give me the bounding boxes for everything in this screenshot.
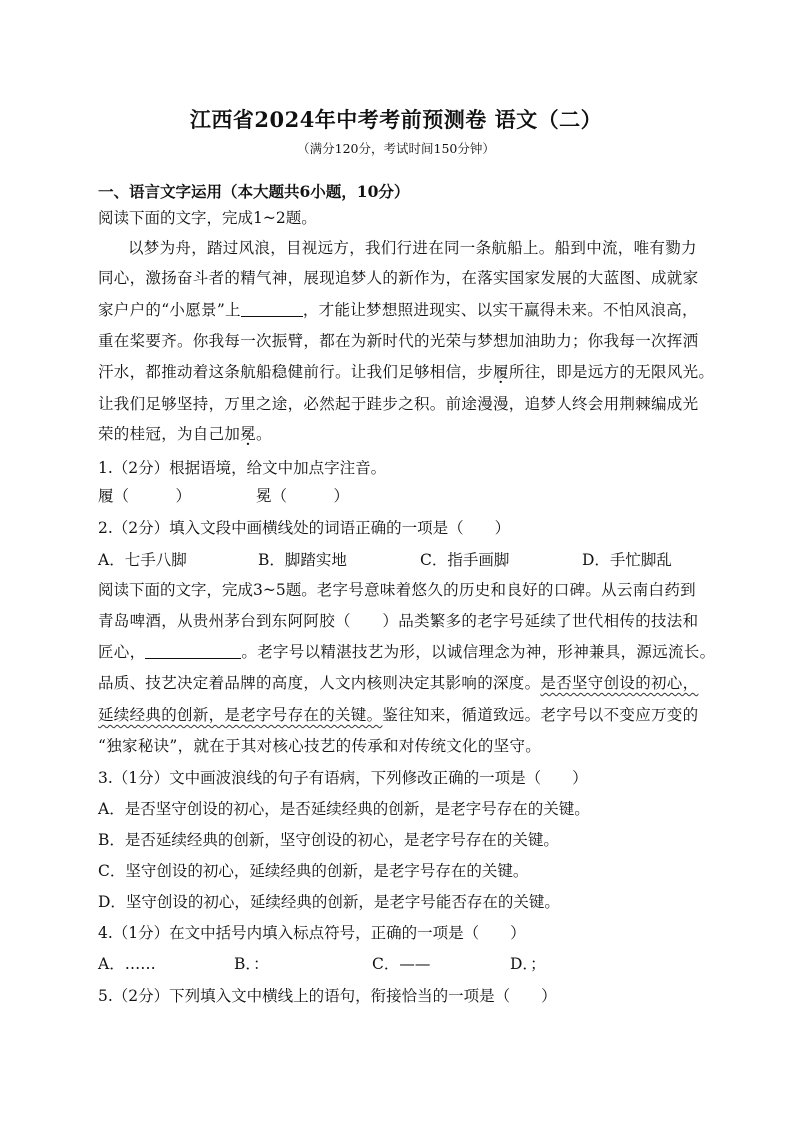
passage2-text: 匠心， xyxy=(98,643,146,661)
passage1-line-4: 重在桨要齐。你我每一次振臂，都在为新时代的光荣与梦想加油助力；你我每一次挥洒 xyxy=(98,332,699,350)
passage1-text: 所往，即是远方的无限风光。 xyxy=(508,363,715,381)
passage1-line-2: 同心，激扬奋斗者的精气神，展现追梦人的新作为，在落实国家发展的大蓝图、成就家 xyxy=(98,269,699,287)
q1-answer-b: 冕（ ） xyxy=(256,487,350,505)
wavy-underlined-sentence: 延续经典的创新，是老字号存在的关键。 xyxy=(98,706,383,724)
passage1-text: 汗水，都推动着这条航船稳健前行。让我们足够相信，步 xyxy=(98,363,494,381)
question-4: 4.（1分）在文中括号内填入标点符号，正确的一项是（ ） xyxy=(98,924,526,942)
section-heading: 一、语言文字运用（本大题共6小题，10分） xyxy=(98,182,410,201)
q2-option-a: A．七手八脚 xyxy=(98,551,187,569)
question-1: 1.（2分）根据语境，给文中加点字注音。 xyxy=(98,459,387,477)
passage1-text: ，才能让梦想照进现实、以实干赢得未来。不怕风浪高， xyxy=(302,301,698,319)
question-5: 5.（2分）下列填入文中横线上的语句，衔接恰当的一项是（ ） xyxy=(98,987,557,1005)
passage1-text: 荣的桂冠，为自己加 xyxy=(98,425,241,443)
passage1-line-5 xyxy=(98,360,715,382)
passage2-line-4 xyxy=(98,671,698,693)
passage2-text: 鉴往知来，循道致远。老字号以不变应万变的 xyxy=(382,706,699,724)
passage2-text: 品质、技艺决定着品牌的高度，人文内核则决定其影响的深度。 xyxy=(98,674,541,692)
fill-blank-line xyxy=(145,657,241,659)
passage2-line-6: “独家秘诀”，就在于其对核心技艺的传承和对传统文化的坚守。 xyxy=(98,737,542,755)
question-2: 2.（2分）填入文段中画横线处的词语正确的一项是（ ） xyxy=(98,519,511,537)
passage1-line-1: 以梦为舟，踏过风浪，目视远方，我们行进在同一条航船上。船到中流，唯有勠力 xyxy=(128,239,697,257)
passage2-line-3 xyxy=(98,640,716,662)
reading-intro-1: 阅读下面的文字，完成1~2题。 xyxy=(98,209,317,227)
reading-intro-2: 阅读下面的文字，完成3~5题。 xyxy=(98,581,317,599)
q2-option-b: B．脚踏实地 xyxy=(258,551,347,569)
q3-option-c: C．坚守创设的初心，延续经典的创新，是老字号存在的关键。 xyxy=(98,862,529,880)
passage2-line-2: 青岛啤酒，从贵州茅台到东阿阿胶（ ）品类繁多的老字号延续了世代相传的技法和 xyxy=(98,612,699,630)
passage1-line-3 xyxy=(98,298,698,320)
wavy-underlined-sentence: 是否坚守创设的初心， xyxy=(540,674,699,692)
passage1-text: 家户户的“小愿景”上 xyxy=(98,301,241,319)
q4-option-d: D．； xyxy=(510,955,546,973)
exam-info: （满分120分，考试时间150分钟） xyxy=(297,141,495,156)
q4-option-b: B．： xyxy=(234,955,269,973)
q2-option-c: C．指手画脚 xyxy=(420,551,510,569)
passage2-line-1 xyxy=(98,578,698,600)
question-3: 3.（1分）文中画波浪线的句子有语病，下列修改正确的一项是（ ） xyxy=(98,769,588,787)
q3-option-a: A．是否坚守创设的初心，是否延续经典的创新，是老字号存在的关键。 xyxy=(98,800,590,818)
dotted-character: 履 xyxy=(493,363,509,381)
passage1-line-6: 让我们足够坚持，万里之途，必然起于跬步之积。前途漫漫，追梦人终会用荆棘编成光 xyxy=(98,395,699,413)
fill-blank-line xyxy=(241,315,303,317)
page-title: 江西省2024年中考考前预测卷 语文（二） xyxy=(189,107,603,132)
passage2-line-5 xyxy=(98,703,698,725)
q4-option-c: C．—— xyxy=(372,955,431,973)
dotted-character: 冕 xyxy=(240,425,257,443)
passage1-line-7 xyxy=(98,422,698,444)
passage2-text: 老字号意味着悠久的历史和良好的口碑。从云南白药到 xyxy=(316,581,696,599)
q1-answer-a: 履（ ） xyxy=(98,487,192,505)
passage2-text: 。老字号以精湛技艺为形，以诚信理念为神，形神兼具，源远流长。 xyxy=(241,643,716,661)
q4-option-a: A．…… xyxy=(98,955,156,973)
q2-option-d: D．手忙脚乱 xyxy=(582,551,672,569)
q3-option-d: D．坚守创设的初心，延续经典的创新，是老字号能否存在的关键。 xyxy=(98,893,560,911)
q3-option-b: B．是否延续经典的创新，坚守创设的初心，是老字号存在的关键。 xyxy=(98,831,559,849)
passage1-text: 。 xyxy=(256,425,272,443)
